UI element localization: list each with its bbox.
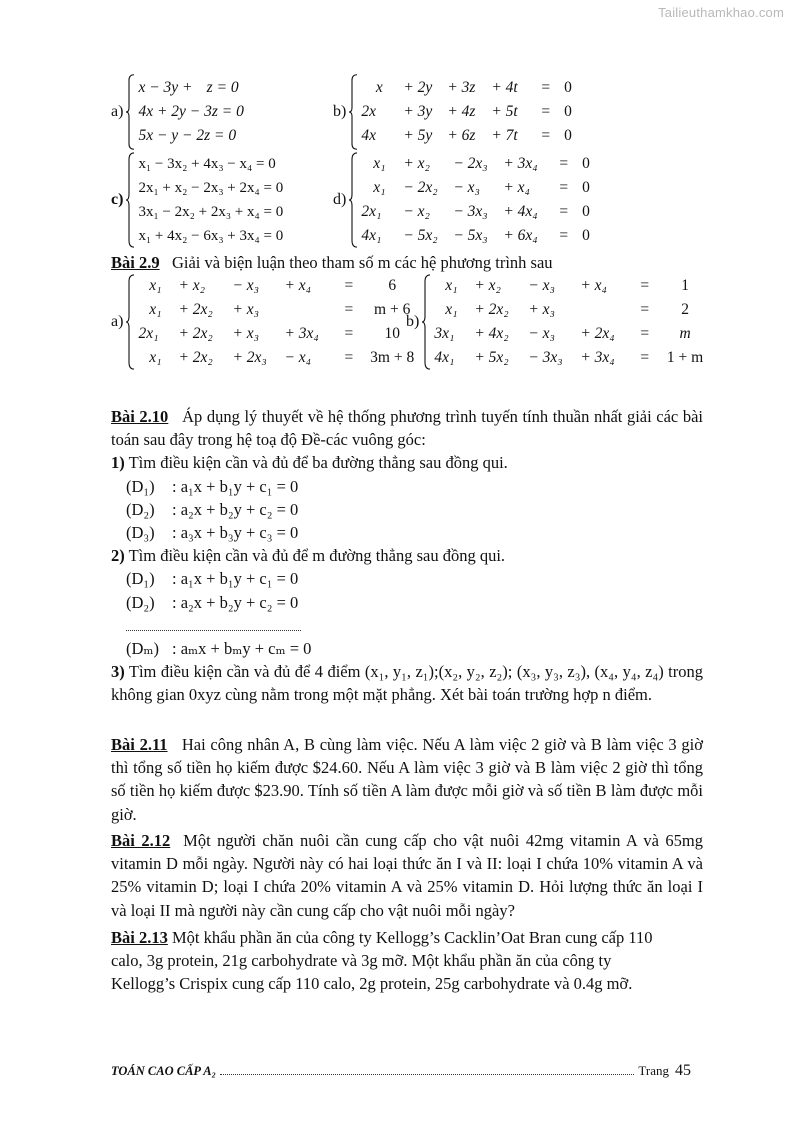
line-equation: (D₂) : a₂x + b₂y + c₂ = 0 bbox=[126, 499, 299, 519]
system-label: a) bbox=[111, 103, 124, 120]
watermark: Tailieuthamkhao.com bbox=[658, 5, 784, 20]
system-label: c) bbox=[111, 191, 124, 208]
bai-2-11 bbox=[111, 733, 703, 826]
footer-page-number: 45 bbox=[675, 1062, 691, 1079]
footer-page-label: Trang bbox=[638, 1063, 669, 1078]
equation-table: x − 3y + z = 0 4x + 2y − 3z = 0 5x − y − 2z = 0 bbox=[138, 79, 244, 144]
exercise-title: Bài 2.13 bbox=[111, 928, 168, 947]
page-footer bbox=[111, 1062, 691, 1080]
ellipsis-line bbox=[126, 614, 703, 637]
system-label: a) bbox=[111, 313, 124, 330]
bai-2-10 bbox=[111, 405, 703, 707]
line-equation: (Dₘ) : aₘx + bₘy + cₘ = 0 bbox=[126, 639, 312, 659]
exercise-text: Áp dụng lý thuyết về hệ thống phương trình tuyến tính thuần nhất giải các bài toán sau đây trong hệ toạ độ Đề-các vuông góc: bbox=[111, 407, 704, 450]
equation-table: x₁ − 3x₂ + 4x₃ − x₄ = 0 2x₁ + x₂ − 2x₃ + 2x₄ = 0 3x₁ − 2x₂ + 2x₃ + x₄ = 0 x₁ + 4x₂ − 6x₃ + 3x₄ = 0 bbox=[138, 155, 284, 244]
footer-title: TOÁN CAO CẤP A₂ bbox=[111, 1064, 216, 1078]
left-brace-icon bbox=[348, 74, 358, 150]
question-text: Tìm điều kiện cần và đủ để 4 điểm (x₁, y₁, z₁);(x₂, y₂, z₂); (x₃, y₃, z₃), (x₄, y₄, z₄) trong không gian 0xyz cùng nằm trong một mặt phẳng. Xét bài toán trường hợp n điểm. bbox=[111, 662, 703, 705]
equation-table: x₁ + x₂ − x₃ + x₄ = 1 x₁ + 2x₂ + x₃ = 2 3x₁ + 4x₂ − x₃ + 2x₄ = m 4x₁ + 5x₂ − 3x₃ + 3x₄ = 1 + m bbox=[434, 277, 704, 366]
bai-2-12 bbox=[111, 829, 703, 922]
question-number: 2) bbox=[111, 546, 125, 566]
question-text: Tìm điều kiện cần và đủ để m đường thẳng sau đồng qui. bbox=[128, 546, 506, 566]
bai-2-10-intro bbox=[111, 405, 703, 451]
footer-dotted-leader bbox=[220, 1065, 634, 1075]
question-number: 3) bbox=[111, 662, 125, 682]
left-brace-icon bbox=[125, 74, 135, 150]
question-number: 1) bbox=[111, 453, 125, 473]
system-b-top bbox=[333, 74, 578, 150]
line-equation: (D₁) : a₁x + b₁y + c₁ = 0 bbox=[126, 476, 299, 496]
bai-2-9-system-b bbox=[406, 274, 713, 370]
exercise-text: Giải và biện luận theo tham số m các hệ phương trình sau bbox=[171, 253, 553, 272]
system-label: b) bbox=[406, 313, 420, 330]
system-a-top bbox=[111, 74, 250, 150]
left-brace-icon bbox=[348, 152, 358, 248]
line-equation: (D₁) : a₁x + b₁y + c₁ = 0 bbox=[126, 569, 299, 589]
bai-2-9-system-a bbox=[111, 274, 423, 370]
question-1 bbox=[111, 451, 703, 474]
exercise-title: Bài 2.12 bbox=[111, 831, 171, 850]
question-3 bbox=[111, 660, 703, 706]
line-list-1 bbox=[111, 475, 703, 545]
system-c bbox=[111, 152, 289, 248]
left-brace-icon bbox=[125, 274, 135, 370]
equation-table: x₁ + x₂ − x₃ + x₄ = 6 x₁ + 2x₂ + x₃ = m + 6 2x₁ + 2x₂ + x₃ + 3x₄ = 10 x₁ + 2x₂ + 2x₃ − x₄ = 3m + 8 bbox=[138, 277, 415, 366]
question-text: Tìm điều kiện cần và đủ để ba đường thẳng sau đồng qui. bbox=[128, 453, 508, 473]
system-label: d) bbox=[333, 191, 347, 208]
bai-2-13 bbox=[111, 926, 703, 996]
bai-2-9-heading bbox=[111, 253, 553, 273]
exercise-title: Bài 2.11 bbox=[111, 735, 168, 754]
system-label: b) bbox=[333, 103, 347, 120]
line-equation: (D₂) : a₂x + b₂y + c₂ = 0 bbox=[126, 592, 299, 612]
line-equation: (D₃) : a₃x + b₃y + c₃ = 0 bbox=[126, 523, 299, 543]
exercise-title: Bài 2.9 bbox=[111, 253, 160, 272]
equation-table: x + 2y + 3z + 4t = 0 2x + 3y + 4z + 5t = 0 4x + 5y + 6z + 7t = 0 bbox=[361, 79, 572, 144]
exercise-text: Hai công nhân A, B cùng làm việc. Nếu A làm việc 2 giờ và B làm việc 3 giờ thì tổng số tiền họ kiếm được $24.60. Nếu A làm việc 3 giờ và B làm việc 2 giờ thì tổng số tiền họ kiếm được $23.90. Tính số tiền A làm được mỗi giờ và số tiền B làm được mỗi giờ. bbox=[111, 735, 703, 824]
left-brace-icon bbox=[125, 152, 135, 248]
exercise-text-line-3: Kellogg’s Crispix cung cấp 110 calo, 2g protein, 25g carbohydrate và 0.4g mỡ. bbox=[111, 974, 633, 994]
exercise-text-line-2: calo, 3g protein, 21g carbohydrate và 3g mỡ. Một khẩu phần ăn của công ty bbox=[111, 951, 612, 971]
system-d bbox=[333, 152, 596, 248]
exercise-text-line-1: Một khẩu phần ăn của công ty Kellogg’s Cacklin’Oat Bran cung cấp 110 bbox=[171, 928, 653, 947]
exercise-title: Bài 2.10 bbox=[111, 407, 169, 426]
exercise-text: Một người chăn nuôi cần cung cấp cho vật nuôi 42mg vitamin A và 65mg vitamin D mỗi ngày. Người này có hai loại thức ăn I và II: loại I chứa 10% vitamin A và 25% vitamin D; loại I chứa 20% vitamin A và 25% vitamin D. Hỏi lượng thức ăn loại I và loại II mà người này cần cung cấp cho vật nuôi mỗi ngày? bbox=[111, 831, 704, 920]
question-2 bbox=[111, 544, 703, 567]
equation-table: x₁ + x₂ − 2x₃ + 3x₄ = 0 x₁ − 2x₂ − x₃ + x₄ = 0 2x₁ − x₂ − 3x₃ + 4x₄ = 0 4x₁ − 5x₂ − 5x₃ + 6x₄ = 0 bbox=[361, 155, 590, 244]
line-list-2 bbox=[111, 567, 703, 660]
left-brace-icon bbox=[421, 274, 431, 370]
